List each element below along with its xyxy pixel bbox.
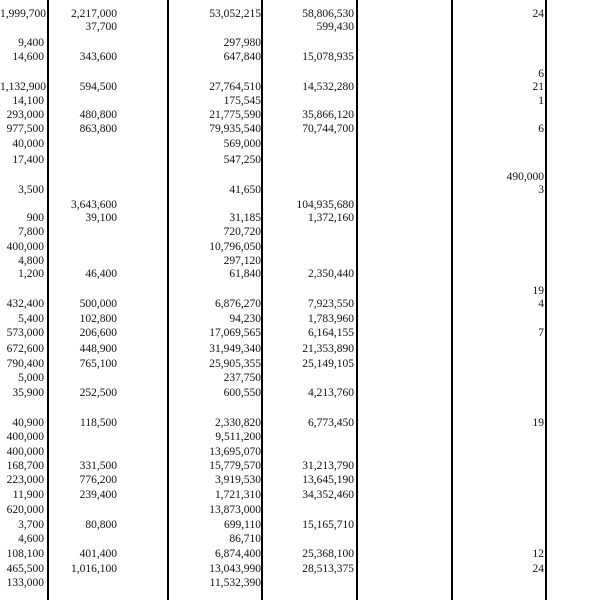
cell-col6: 6	[538, 68, 544, 80]
table-row	[0, 489, 600, 502]
cell-col1: 3,500	[18, 184, 44, 196]
cell-col4: 4,213,760	[308, 387, 354, 399]
cell-col3: 1,721,310	[215, 489, 261, 501]
cell-col3: 547,250	[223, 154, 261, 166]
cell-col1: 4,600	[18, 533, 44, 545]
cell-col6: 24	[532, 563, 544, 575]
cell-col1: 1,200	[18, 268, 44, 280]
cell-col1: 17,400	[12, 154, 44, 166]
cell-col3: 94,230	[229, 313, 261, 325]
table-row	[0, 241, 600, 254]
table-row	[0, 372, 600, 385]
cell-col3: 11,532,390	[209, 577, 261, 589]
cell-col1: 573,000	[6, 327, 44, 339]
cell-col2: 102,800	[79, 313, 117, 325]
cell-col3: 699,110	[224, 519, 261, 531]
cell-col4: 1,372,160	[308, 212, 354, 224]
cell-col6: 21	[532, 81, 544, 93]
table-row	[0, 255, 600, 268]
table-row	[0, 8, 600, 21]
cell-col2: 206,600	[79, 327, 117, 339]
cell-col2: 863,800	[79, 123, 117, 135]
cell-col4: 25,368,100	[302, 548, 354, 560]
cell-col1: 108,100	[6, 548, 44, 560]
table-row	[0, 285, 600, 298]
cell-col3: 25,905,355	[209, 358, 261, 370]
cell-col1: 790,400	[6, 358, 44, 370]
table-row	[0, 460, 600, 473]
cell-col2: 37,700	[85, 21, 117, 33]
cell-col1: 4,800	[18, 255, 44, 267]
cell-col1: 5,000	[18, 372, 44, 384]
cell-col1: 465,500	[6, 563, 44, 575]
cell-col1: 400,000	[6, 431, 44, 443]
table-row	[0, 533, 600, 546]
cell-col2: 1,016,100	[71, 563, 117, 575]
cell-col6: 12	[532, 548, 544, 560]
table-row	[0, 417, 600, 430]
cell-col3: 86,710	[229, 533, 261, 545]
cell-col3: 79,935,540	[209, 123, 261, 135]
cell-col4: 1,783,960	[308, 313, 354, 325]
cell-col1: 5,400	[18, 313, 44, 325]
cell-col1: 9,400	[18, 37, 44, 49]
cell-col4: 6,773,450	[308, 417, 354, 429]
cell-col3: 13,695,070	[209, 446, 261, 458]
cell-col3: 569,000	[223, 138, 261, 150]
table-row	[0, 446, 600, 459]
cell-col2: 500,000	[79, 298, 117, 310]
table-row	[0, 154, 600, 167]
table-row	[0, 343, 600, 356]
table-row	[0, 37, 600, 50]
cell-col4: 15,165,710	[302, 519, 354, 531]
cell-col6: 1	[538, 95, 544, 107]
cell-col6: 3	[538, 184, 544, 196]
cell-col2: 80,800	[85, 519, 117, 531]
cell-col3: 3,919,530	[215, 474, 261, 486]
cell-col4: 14,532,280	[302, 81, 354, 93]
cell-col4: 2,350,440	[308, 268, 354, 280]
table-row	[0, 577, 600, 590]
cell-col4: 31,213,790	[302, 460, 354, 472]
cell-col6: 24	[532, 8, 544, 20]
cell-col1: 40,900	[12, 417, 44, 429]
cell-col1: 7,800	[18, 226, 44, 238]
cell-col1: 1,132,900	[0, 81, 46, 93]
cell-col1: 672,600	[6, 343, 44, 355]
cell-col1: 432,400	[6, 298, 44, 310]
cell-col2: 2,217,000	[71, 8, 117, 20]
table-row	[0, 184, 600, 197]
cell-col2: 401,400	[79, 548, 117, 560]
cell-col1: 400,000	[6, 446, 44, 458]
cell-col3: 6,876,270	[215, 298, 261, 310]
table-row	[0, 298, 600, 311]
cell-col1: 400,000	[6, 241, 44, 253]
cell-col2: 765,100	[79, 358, 117, 370]
cell-col1: 223,000	[6, 474, 44, 486]
table-row	[0, 431, 600, 444]
table-row	[0, 138, 600, 151]
table-row	[0, 109, 600, 122]
cell-col4: 28,513,375	[302, 563, 354, 575]
cell-col1: 168,700	[6, 460, 44, 472]
cell-col4: 35,866,120	[302, 109, 354, 121]
cell-col3: 2,330,820	[215, 417, 261, 429]
table-row	[0, 358, 600, 371]
cell-col6: 6	[538, 123, 544, 135]
cell-col1: 1,999,700	[0, 8, 46, 20]
cell-col2: 252,500	[79, 387, 117, 399]
table-row	[0, 268, 600, 281]
cell-col3: 647,840	[223, 51, 261, 63]
cell-col3: 10,796,050	[209, 241, 261, 253]
table-row	[0, 51, 600, 64]
cell-col3: 9,511,200	[215, 431, 261, 443]
cell-col1: 293,000	[6, 109, 44, 121]
cell-col2: 331,500	[79, 460, 117, 472]
cell-col3: 237,750	[223, 372, 261, 384]
cell-col3: 6,874,400	[215, 548, 261, 560]
cell-col2: 39,100	[85, 212, 117, 224]
table-row	[0, 563, 600, 576]
cell-col3: 31,949,340	[209, 343, 261, 355]
cell-col3: 297,980	[223, 37, 261, 49]
cell-col1: 40,000	[12, 138, 44, 150]
cell-col3: 13,043,990	[209, 563, 261, 575]
cell-col4: 25,149,105	[302, 358, 354, 370]
cell-col3: 41,650	[229, 184, 261, 196]
cell-col2: 46,400	[85, 268, 117, 280]
cell-col4: 15,078,935	[302, 51, 354, 63]
cell-col4: 7,923,550	[308, 298, 354, 310]
cell-col3: 13,873,000	[209, 504, 261, 516]
cell-col4: 6,164,155	[308, 327, 354, 339]
cell-col4: 34,352,460	[302, 489, 354, 501]
cell-col6: 19	[532, 285, 544, 297]
table-row	[0, 21, 600, 34]
table-row	[0, 387, 600, 400]
table-row	[0, 68, 600, 81]
table-row	[0, 313, 600, 326]
cell-col4: 104,935,680	[296, 199, 354, 211]
table-row	[0, 474, 600, 487]
cell-col4: 13,645,190	[302, 474, 354, 486]
cell-col2: 343,600	[79, 51, 117, 63]
cell-col3: 17,069,565	[209, 327, 261, 339]
cell-col6: 7	[538, 327, 544, 339]
cell-col2: 118,500	[80, 417, 117, 429]
cell-col4: 58,806,530	[302, 8, 354, 20]
cell-col6: 19	[532, 417, 544, 429]
table-row	[0, 226, 600, 239]
table-row	[0, 504, 600, 517]
cell-col1: 133,000	[6, 577, 44, 589]
table-row	[0, 519, 600, 532]
table-row	[0, 327, 600, 340]
cell-col1: 11,900	[12, 489, 44, 501]
table-row	[0, 81, 600, 94]
cell-col1: 3,700	[18, 519, 44, 531]
cell-col2: 3,643,600	[71, 199, 117, 211]
cell-col1: 14,100	[12, 95, 44, 107]
cell-col2: 480,800	[79, 109, 117, 121]
cell-col2: 594,500	[79, 81, 117, 93]
table-row	[0, 548, 600, 561]
cell-col3: 31,185	[229, 212, 261, 224]
cell-col4: 599,430	[316, 21, 354, 33]
cell-col3: 175,545	[223, 95, 261, 107]
cell-col2: 448,900	[79, 343, 117, 355]
cell-col1: 620,000	[6, 504, 44, 516]
cell-col3: 297,120	[223, 255, 261, 267]
cell-col3: 720,720	[223, 226, 261, 238]
table-row	[0, 171, 600, 184]
cell-col3: 15,779,570	[209, 460, 261, 472]
cell-col3: 61,840	[229, 268, 261, 280]
table-row	[0, 199, 600, 212]
cell-col6: 490,000	[506, 171, 544, 183]
cell-col3: 27,764,510	[209, 81, 261, 93]
cell-col1: 35,900	[12, 387, 44, 399]
cell-col6: 4	[538, 298, 544, 310]
cell-col3: 600,550	[223, 387, 261, 399]
cell-col3: 53,052,215	[209, 8, 261, 20]
table-row	[0, 123, 600, 136]
cell-col1: 900	[26, 212, 44, 224]
cell-col2: 776,200	[79, 474, 117, 486]
cell-col1: 14,600	[12, 51, 44, 63]
cell-col4: 21,353,890	[302, 343, 354, 355]
cell-col4: 70,744,700	[302, 123, 354, 135]
cell-col1: 977,500	[6, 123, 44, 135]
table-row	[0, 212, 600, 225]
cell-col3: 21,775,590	[209, 109, 261, 121]
table-row	[0, 95, 600, 108]
cell-col2: 239,400	[79, 489, 117, 501]
